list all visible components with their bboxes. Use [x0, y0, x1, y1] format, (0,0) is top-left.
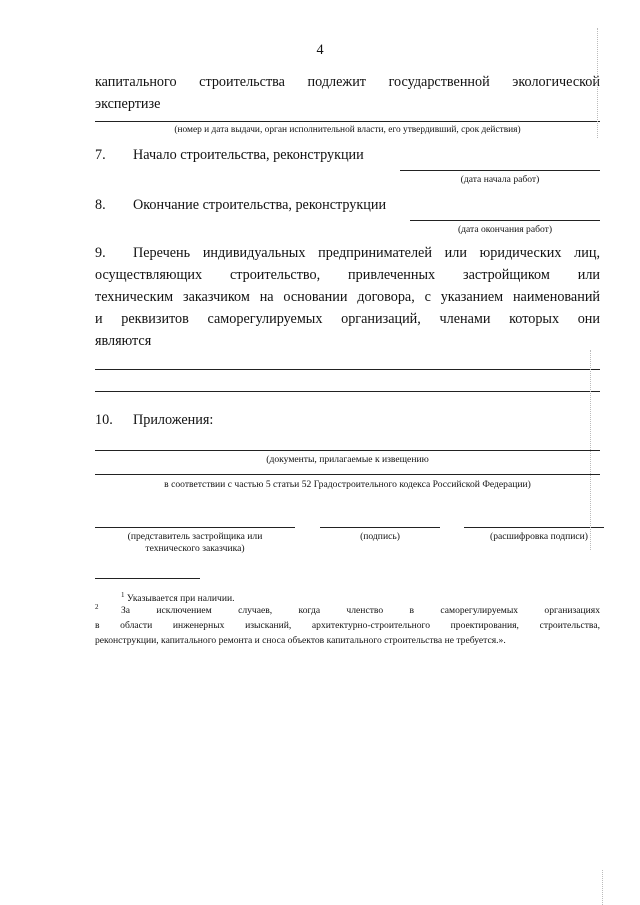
- attachments-caption-1: (документы, прилагаемые к извещению: [266, 454, 429, 465]
- item-9-line-1: Перечень индивидуальных предпринимателей или юридических лиц,: [133, 245, 600, 261]
- item-8-label: Окончание строительства, реконструкции: [133, 197, 387, 213]
- footnote-2-line-2: в области инженерных изысканий, архитектурно-строительного проектирования, строительства,: [95, 620, 600, 631]
- item-9-line-2: осуществляющих строительство, привлеченных застройщиком или: [95, 267, 600, 283]
- representative-caption-2: технического заказчика): [145, 543, 245, 554]
- item-10-label: Приложения:: [133, 412, 214, 428]
- item-7-number: 7.: [95, 147, 106, 163]
- representative-caption-1: (представитель застройщика или: [127, 531, 263, 542]
- scan-artifact-line: [597, 28, 598, 138]
- continuation-line-1: капитального строительства подлежит государственной экологической: [95, 74, 600, 90]
- footnote-separator: [95, 578, 200, 579]
- footnote-1-text: Указывается при наличии.: [126, 593, 235, 605]
- signature-field-line: [320, 527, 440, 528]
- permit-caption: (номер и дата выдачи, орган исполнительной власти, его утвердивший, срок действия): [174, 125, 521, 135]
- contractors-field-line-2: [95, 391, 600, 392]
- item-10-number: 10.: [95, 412, 113, 428]
- decoding-caption: (расшифровка подписи): [490, 531, 588, 542]
- item-9-line-3: техническим заказчиком на основании договора, с указанием наименований: [95, 289, 600, 305]
- item-8-number: 8.: [95, 197, 106, 213]
- representative-field-line: [95, 527, 295, 528]
- end-date-caption: (дата окончания работ): [457, 224, 553, 235]
- scan-artifact-line: [590, 350, 591, 550]
- attachments-field-line-2: [95, 474, 600, 475]
- end-date-field-line: [410, 220, 600, 221]
- footnote-2-line-1: За исключением случаев, когда членство в саморегулируемых организациях: [121, 605, 600, 616]
- scan-artifact-line: [602, 870, 603, 905]
- page-number: 4: [316, 42, 324, 58]
- attachments-field-line-1: [95, 450, 600, 451]
- permit-field-line: [95, 121, 600, 122]
- signature-caption: (подпись): [360, 531, 400, 542]
- footnote-1-mark: 1: [121, 591, 125, 599]
- footnote-2-line-3: реконструкции, капитального ремонта и сноса объектов капитального строительства не требуется.».: [95, 635, 506, 646]
- item-9-line-5: являются: [95, 333, 152, 349]
- contractors-field-line-1: [95, 369, 600, 370]
- item-7-label: Начало строительства, реконструкции: [133, 147, 364, 163]
- start-date-caption: (дата начала работ): [460, 174, 540, 185]
- start-date-field-line: [400, 170, 600, 171]
- footnote-2-mark: 2: [95, 603, 99, 611]
- decoding-field-line: [464, 527, 604, 528]
- continuation-line-2: экспертизе: [95, 96, 161, 112]
- item-9-number: 9.: [95, 245, 106, 261]
- item-9-line-4: и реквизитов саморегулируемых организаций, членами которых они: [95, 311, 600, 327]
- attachments-caption-2: в соответствии с частью 5 статьи 52 Градостроительного кодекса Российской Федерации): [164, 479, 531, 490]
